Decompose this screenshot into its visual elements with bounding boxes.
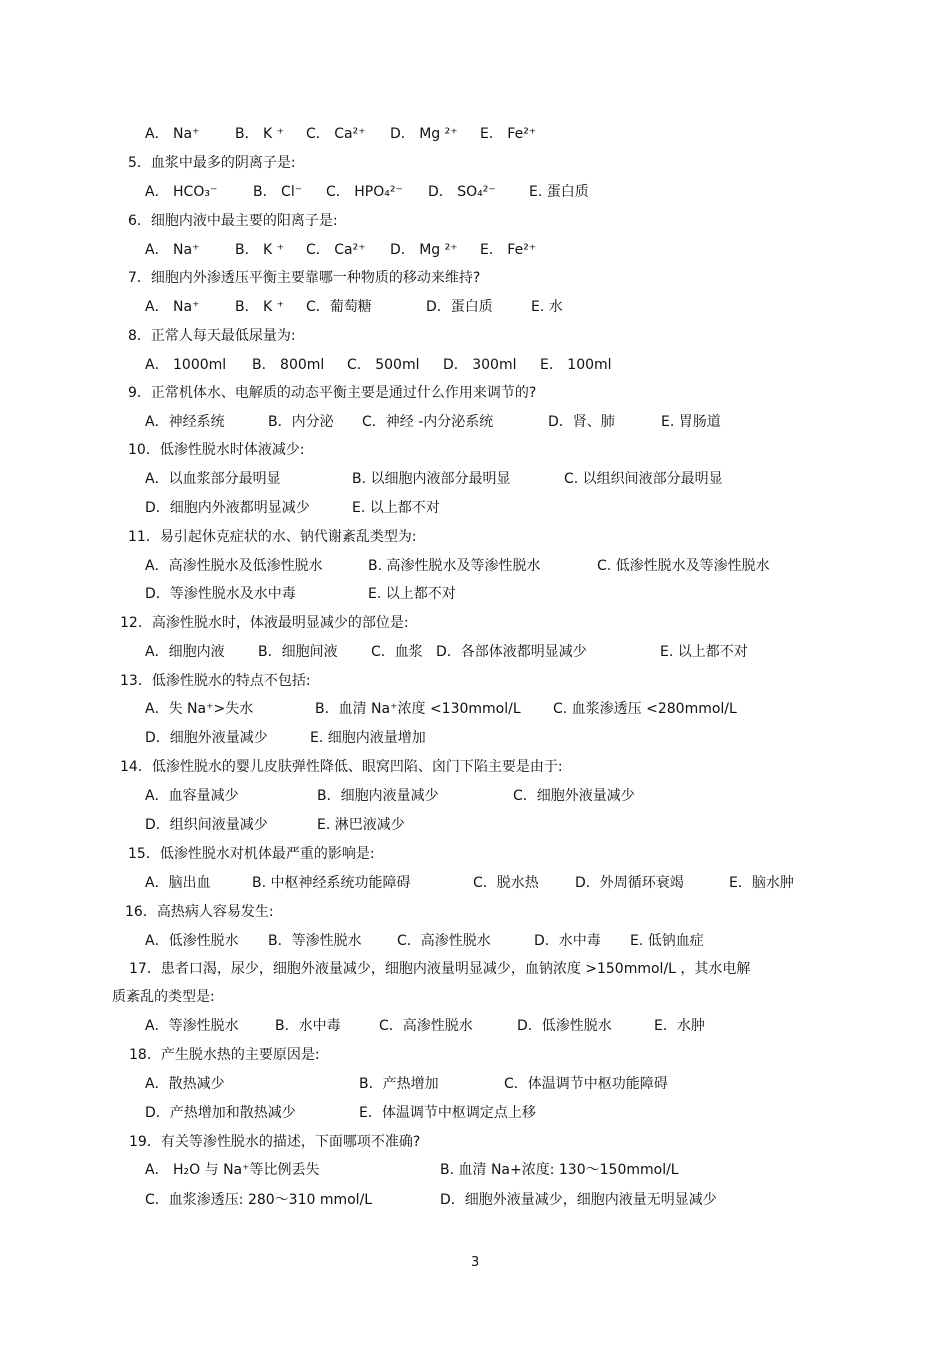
- answer-option: A． H₂O 与 Na⁺等比例丢失: [145, 1162, 320, 1178]
- answer-option: D．细胞内外液都明显减少: [145, 500, 310, 516]
- question-text: 19．有关等渗性脱水的描述，下面哪项不准确?: [129, 1134, 421, 1150]
- answer-option: E．体温调节中枢调定点上移: [359, 1105, 536, 1121]
- answer-option: E. 蛋白质: [529, 184, 589, 200]
- answer-option: C． HPO₄²⁻: [326, 184, 403, 200]
- question-text: 18．产生脱水热的主要原因是:: [129, 1047, 320, 1063]
- answer-option: D．低渗性脱水: [517, 1018, 612, 1034]
- answer-option: A．低渗性脱水: [145, 933, 239, 949]
- answer-option: D． 300ml: [443, 357, 517, 373]
- question-text: 12．高渗性脱水时，体液最明显减少的部位是:: [120, 615, 409, 631]
- answer-option: D．组织间液量减少: [145, 817, 268, 833]
- question-text: 10．低渗性脱水时体液减少:: [128, 442, 305, 458]
- answer-option: E．脑水肿: [729, 875, 794, 891]
- answer-option: A． HCO₃⁻: [145, 184, 218, 200]
- question-text: 8．正常人每天最低尿量为:: [128, 328, 296, 344]
- question-text: 11．易引起休克症状的水、钠代谢紊乱类型为:: [128, 529, 417, 545]
- answer-option: D．产热增加和散热减少: [145, 1105, 296, 1121]
- answer-option: C．血浆渗透压: 280～310 mmol/L: [145, 1192, 373, 1208]
- answer-option: D．水中毒: [534, 933, 601, 949]
- answer-option: E. 胃肠道: [661, 414, 721, 430]
- answer-option: D．肾、肺: [548, 414, 615, 430]
- question-text: 6．细胞内液中最主要的阳离子是:: [128, 213, 338, 229]
- answer-option: B．内分泌: [268, 414, 334, 430]
- answer-option: E. 以上都不对: [352, 500, 440, 516]
- answer-option: A．细胞内液: [145, 644, 225, 660]
- answer-option: B．产热增加: [359, 1076, 439, 1092]
- answer-option: B． K ⁺: [235, 242, 285, 258]
- answer-option: C. 血浆渗透压 <280mmol/L: [553, 701, 737, 717]
- answer-option: A．等渗性脱水: [145, 1018, 239, 1034]
- question-text: 16．高热病人容易发生:: [125, 904, 274, 920]
- answer-option: E. 低钠血症: [630, 933, 704, 949]
- answer-option: D． SO₄²⁻: [428, 184, 496, 200]
- answer-option: A． Na⁺: [145, 126, 200, 142]
- answer-option: C． Ca²⁺: [306, 242, 366, 258]
- answer-option: A．失 Na⁺>失水: [145, 701, 254, 717]
- answer-option: A． Na⁺: [145, 299, 200, 315]
- answer-option: A．散热减少: [145, 1076, 225, 1092]
- answer-option: B．细胞内液量减少: [317, 788, 439, 804]
- answer-option: C．体温调节中枢功能障碍: [504, 1076, 668, 1092]
- answer-option: E. 以上都不对: [368, 586, 456, 602]
- answer-option: A．血容量减少: [145, 788, 239, 804]
- answer-option: A．以血浆部分最明显: [145, 471, 281, 487]
- answer-option: B．等渗性脱水: [268, 933, 362, 949]
- answer-option: B. 中枢神经系统功能障碍: [252, 875, 411, 891]
- question-text: 9．正常机体水、电解质的动态平衡主要是通过什么作用来调节的?: [128, 385, 537, 401]
- answer-option: A．高渗性脱水及低渗性脱水: [145, 558, 323, 574]
- page-number: 3: [471, 1255, 480, 1270]
- answer-option: E． 100ml: [540, 357, 612, 373]
- answer-option: D．蛋白质: [426, 299, 493, 315]
- answer-option: B. 血清 Na+浓度: 130～150mmol/L: [440, 1162, 679, 1178]
- answer-option: C．高渗性脱水: [397, 933, 491, 949]
- answer-option: A． Na⁺: [145, 242, 200, 258]
- answer-option: D． Mg ²⁺: [390, 126, 458, 142]
- answer-option: D．外周循环衰竭: [575, 875, 684, 891]
- answer-option: B． K ⁺: [235, 299, 285, 315]
- answer-option: A．脑出血: [145, 875, 211, 891]
- answer-option: C．葡萄糖: [306, 299, 372, 315]
- question-text: 质紊乱的类型是:: [112, 989, 215, 1005]
- answer-option: C．脱水热: [473, 875, 539, 891]
- answer-option: B． 800ml: [252, 357, 325, 373]
- answer-option: E. 水: [531, 299, 563, 315]
- answer-option: B． Cl⁻: [253, 184, 303, 200]
- question-text: 13．低渗性脱水的特点不包括:: [120, 673, 311, 689]
- answer-option: E. 细胞内液量增加: [310, 730, 426, 746]
- answer-option: A．神经系统: [145, 414, 225, 430]
- answer-option: E. 以上都不对: [660, 644, 748, 660]
- answer-option: C．高渗性脱水: [379, 1018, 473, 1034]
- question-text: 15．低渗性脱水对机体最严重的影响是:: [128, 846, 375, 862]
- answer-option: B．血清 Na⁺浓度 <130mmol/L: [315, 701, 521, 717]
- answer-option: C．神经 -内分泌系统: [362, 414, 494, 430]
- answer-option: E．水肿: [654, 1018, 705, 1034]
- answer-option: B. 高渗性脱水及等渗性脱水: [368, 558, 541, 574]
- question-text: 14．低渗性脱水的婴儿皮肤弹性降低、眼窝凹陷、囟门下陷主要是由于:: [120, 759, 563, 775]
- answer-option: C． Ca²⁺: [306, 126, 366, 142]
- answer-option: D．细胞外液量减少: [145, 730, 268, 746]
- question-text: 7．细胞内外渗透压平衡主要靠哪一种物质的移动来维持?: [128, 270, 481, 286]
- question-text: 5．血浆中最多的阴离子是:: [128, 155, 296, 171]
- answer-option: B． K ⁺: [235, 126, 285, 142]
- answer-option: C．血浆: [371, 644, 423, 660]
- answer-option: B. 以细胞内液部分最明显: [352, 471, 511, 487]
- answer-option: B．细胞间液: [258, 644, 338, 660]
- answer-option: D．等渗性脱水及水中毒: [145, 586, 296, 602]
- answer-option: C． 500ml: [347, 357, 420, 373]
- answer-option: E． Fe²⁺: [480, 126, 537, 142]
- answer-option: D．各部体液都明显减少: [436, 644, 587, 660]
- answer-option: C. 低渗性脱水及等渗性脱水: [597, 558, 770, 574]
- answer-option: A． 1000ml: [145, 357, 227, 373]
- question-text: 17．患者口渴，尿少，细胞外液量减少，细胞内液量明显减少，血钠浓度 >150mmol/L ，其水电解: [129, 961, 751, 977]
- answer-option: B．水中毒: [275, 1018, 341, 1034]
- answer-option: E. 淋巴液减少: [317, 817, 405, 833]
- answer-option: C．细胞外液量减少: [513, 788, 635, 804]
- answer-option: D．细胞外液量减少，细胞内液量无明显减少: [440, 1192, 717, 1208]
- answer-option: E． Fe²⁺: [480, 242, 537, 258]
- answer-option: D． Mg ²⁺: [390, 242, 458, 258]
- answer-option: C. 以组织间液部分最明显: [564, 471, 723, 487]
